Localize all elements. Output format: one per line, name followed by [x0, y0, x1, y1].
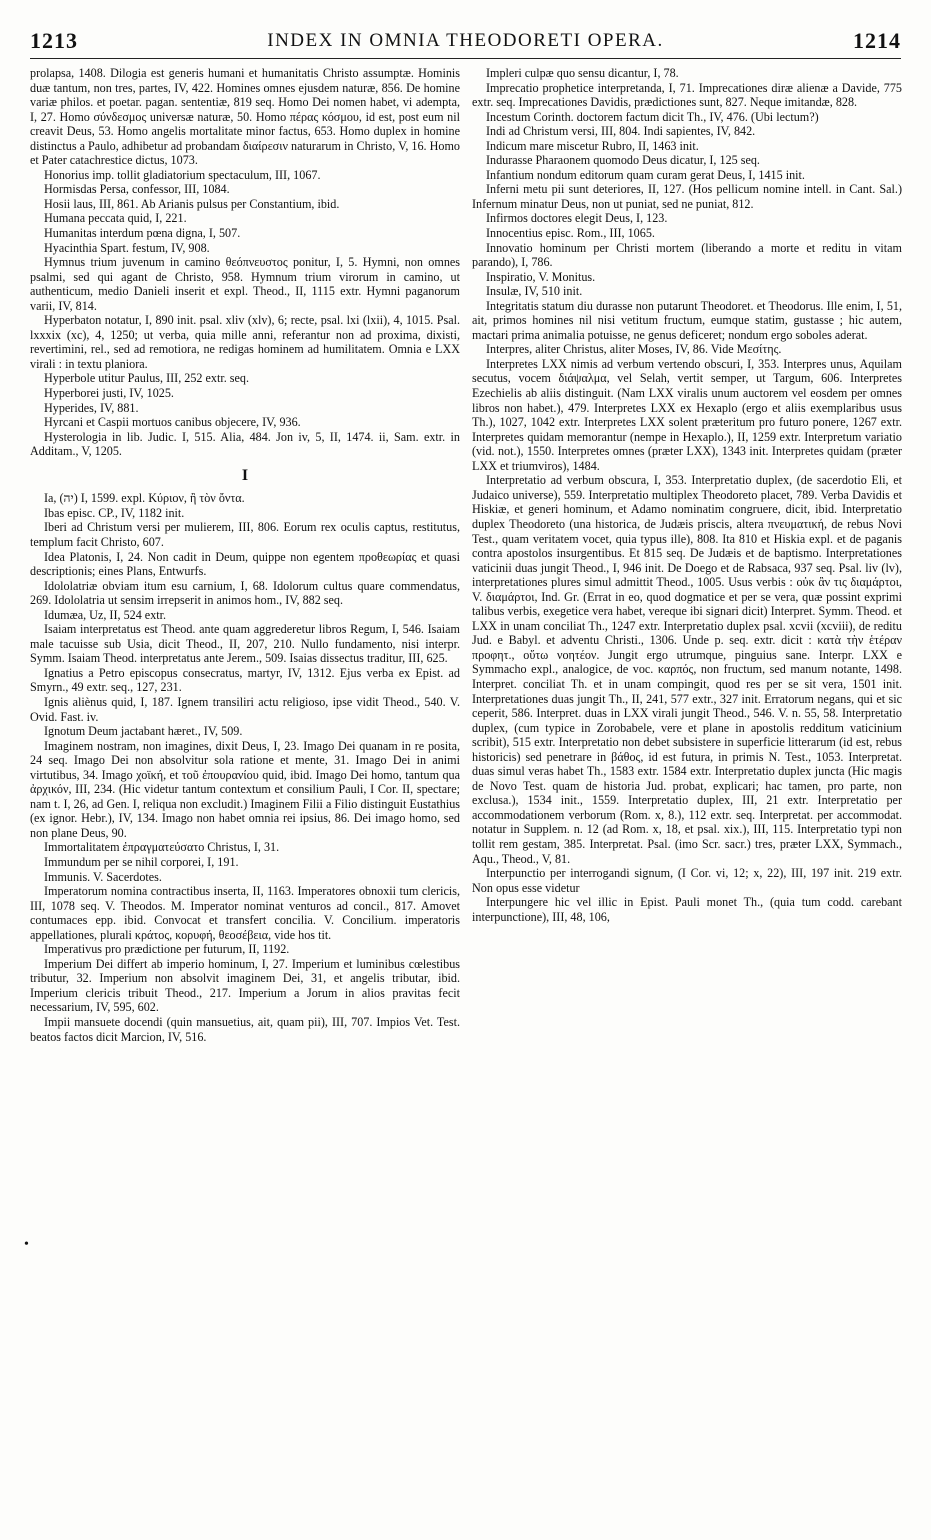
index-entry: Immortalitatem ἐπραγματεύσατο Christus, I, 31. [44, 840, 280, 855]
index-entry: Hyperborei justi, IV, 1025. [44, 386, 174, 401]
index-entry: Indurasse Pharaonem quomodo Deus dicatur, I, 125 seq. [486, 153, 760, 168]
index-entry: Infantium nondum editorum quam curam gerat Deus, I, 1415 init. [486, 167, 805, 182]
index-entry: Indi ad Christum versi, III, 804. Indi sapientes, IV, 842. [486, 124, 756, 139]
index-entry: Hymnus trium juvenum in camino θεόπνευστος ponitur, I, 5. Hymni, non omnes psalmi, sed qui agant de Christo, 958. Hymnum trium virorum in camino, ut authenticum, medio Danieli inserit et expl. Theod., II, 1115 extr. Hymni paganorum varii, IV, 814. [30, 255, 460, 313]
index-entry: Ignotum Deum jactabant hæret., IV, 509. [44, 724, 243, 739]
index-entry: Hyperbaton notatur, I, 890 init. psal. xliv (xlv), 6; recte, psal. lxi (lxii), 4, 1015. Psal. lxxxix (xc), 4, 1250; ut verba, quia mille anni, referantur non ad proxima, dixisti, revertimini, rel., sed ad remotiora, ne redigas hominem ad humilitatem. Omnia e LXX virali : in textu planiora. [30, 313, 460, 371]
index-entry: Ignatius a Petro episcopus consecratus, martyr, IV, 1312. Ejus verba ex Epist. ad Smyrn., 49 extr. seq., 127, 231. [30, 665, 460, 695]
index-entry: Indicum mare miscetur Rubro, II, 1463 init. [486, 138, 699, 153]
index-entry: Hosii laus, III, 861. Ab Arianis pulsus per Constantium, ibid. [44, 196, 340, 211]
index-entry: Honorius imp. tollit gladiatorium spectaculum, III, 1067. [44, 167, 321, 182]
index-entry: Impleri culpæ quo sensu dicantur, I, 78. [486, 66, 679, 80]
left-column [30, 66, 460, 1526]
index-entry: Integritatis statum diu durasse non putarunt Theodoret. et Theodorus. Ille enim, I, 51, ait, primos homines nil nisi vetitum fructum, eumque statim, gustasse ; hic autem, mactari prima animalia potuisse, ne genus deficeret; nondum ergo soboles aderat. [472, 298, 902, 342]
index-entry: Imprecatio prophetice interpretanda, I, 71. Imprecationes diræ alienæ a Davide, 775 extr. seq. Imprecationes Davidis, prædictiones sunt, 827. Neque imitandæ, 828. [472, 80, 902, 110]
index-entry: prolapsa, 1408. Dilogia est generis humani et humanitatis Christo assumptæ. Hominis duæ tantum, non tres, partes, IV, 422. Homines omnes ejusdem naturæ, 856. De homine variæ philos. et poetar. pagan. sententiæ, 819 seq. Homo Dei nomen habet, vi adempta, I, 27. Homo σύνδεσμος universæ naturæ, 50. Homo πέρας κόσμου, id est, post eum nil creavit Deus, 53. Homo angelis mortalitate minor factus, 653. Homo duplex in homine distinctus a Paulo, adhibetur ad probandam διαίρεσιν naturarum in Christo, V, 16. Homo et Pater catachrestice dictus, 1073. [30, 66, 460, 168]
index-entry: Immundum per se nihil corporei, I, 191. [44, 854, 239, 869]
index-entry: Iberi ad Christum versi per mulierem, III, 806. Eorum rex oculis captus, restitutus, templum facit Christo, 607. [30, 520, 460, 549]
index-entry: Infirmos doctores elegit Deus, I, 123. [486, 211, 668, 226]
index-entry: Interpres, aliter Christus, aliter Moses, IV, 86. Vide Μεσίτης. [486, 342, 782, 357]
page-number-right: 1214 [853, 28, 901, 53]
index-entry: Humanitas interdum pœna digna, I, 507. [44, 226, 241, 241]
index-entry: Imperativus pro prædictione per futurum, II, 1192. [44, 942, 290, 957]
index-entry: Idololatriæ obviam itum esu carnium, I, 68. Idolorum cultus quare commendatus, 269. Idololatria ut sensim irrepserit in animos hom., IV, 882 seq. [30, 578, 460, 608]
index-entry: Ibas episc. CP., IV, 1182 init. [44, 505, 185, 520]
right-column [472, 66, 902, 1526]
index-entry: Idumæa, Uz, II, 524 extr. [44, 607, 167, 622]
index-entry: Hyacinthia Spart. festum, IV, 908. [44, 240, 210, 255]
section-letter: I [241, 466, 249, 484]
index-entry: Inferni metu pii sunt deteriores, II, 127. (Hos pellicum nomine intell. in Cant. Sal.) Infernum minatur Deus, non ut puniat, sed ne puniat, 812. [472, 182, 902, 211]
index-entry: Humana peccata quid, I, 221. [44, 211, 187, 226]
index-entry: Hyrcani et Caspii mortuos canibus objecere, IV, 936. [44, 415, 301, 430]
page-title: INDEX IN OMNIA THEODORETI OPERA. [267, 30, 664, 51]
index-entry: Isaiam interpretatus est Theod. ante quam aggrederetur libros Regum, I, 546. Isaiam male tacuisse sub Usia, dicit Theod., II, 207, 210. Nullo fundamento, nisi interpr. Symm. Isaiam Theod. interpretatus ante Jerem., 509. Isaias dissectus traditur, III, 625. [30, 622, 460, 666]
index-entry: Interpunctio per interrogandi signum, (I Cor. vi, 12; x, 22), III, 197 init. 219 extr. Non opus esse videtur [472, 866, 902, 895]
index-entry: Interpretatio ad verbum obscura, I, 353. Interpretatio duplex, (de sacerdotio Eli, et Judaico universe), 559. Interpretatio multiplex Theodoreto placet, 789. Verba Davidis et Hiskiæ, et generi hominum, et Adamo nominatim congruere, dicit, ibid. Interpretatio duplex Theodoreto (una historica, de Judæis priscis, altera πνευματική, de rebus Novi Test., quam veritatem vocet, quia typus ille), 808. Ita 810 et Hiskia expl. et de paganis contra apostolos insurgentibus. Et 815 seq. De Judæis et de baptismo. Interpretationes vaticinii duas jungit Theod., I, 946 init. De Doego et de Rabsaca, 937 seq. Psal. liv (lv), interpretationes plures simul admittit Theod., 1005. Usus verbis : οὐκ ἂν τις διαμάρτοι, V. διαμάρτοι, Ind. Gr. (Errat in eo, quod dogmatice et per se vera, quæ possint exprimi talibus verbis, exegetice vera habet, vereque ibi signari dicit) Interpret. Symm. Theod. et LXX in unam conciliat Th., 1247 extr. Interpretatio duplex psal. xcvii (xcviii), de reditu Jud. e Babyl. et adventu Christi., 1306. Unde p. seq. extr. dicit : κατὰ τὴν ἑτέραν προφητ., οὕτω νοητέον. Jungit ergo utrumque, pinguius sane. Interpr. LXX e Symmacho expl., analogice, de voc. καρπός, non fructum, sed manum notante, 1498. Interpret. conciliat Th. et in unam compingit, quod res per se sit vera, 1501 init. Interpretationes duas jungit Th., II, 241, 577 extr., 327 init. Erratorum negans, qui et sic ceperit, 586. Interpret. duas in LXX virali jungit Theod., 546. V. n. 55, 58. Interpretatio duplex, (cum typice in Zorobabele, vere et plane in apostolis redditum vaticinium scribit), 515 extr. Interpretatio non debet subsistere in superficie litterarum (id est, rebus historicis) sed penetrare in βάθος, id est futura, in primis N. Test., 1053. Interpretat. duas simul veras habet Th., 1583 extr. 1584 extr. Interpretatio duplex juncta (Hic magis de Novo Test. quam de historia Jud. probat, explicari; hac tamen, pro parte, non exclusa.), 1534 init., 1559. Interpretatio duplex, III, 21 extr. Interpretatio per accommodationem verborum (Rom. x, 8.), 112 extr. seq. Interpretat. per accommodat. notatur in Supplem. n. 12 (ad Rom. x, 18, et psal. xix.), III, 115. Interpretatio typi non tollit rem gestam, 385. Interpretat. Psal. (imo Scr. sacr.) tres, præter LXX, Symmach., Aqu., Theod., V, 81. [472, 473, 902, 866]
index-entry: Imperium Dei differt ab imperio hominum, I, 27. Imperium et luminibus cœlestibus tributur, 32. Imperium non absolvit imaginem Dei, 31, et angelis tributar, ibid. Imperium clericis tribuit Theod., 217. Imperium a Jorum in alios pravitas fecit necessarium, IV, 595, 602. [30, 956, 460, 1015]
index-entry: Innocentius episc. Rom., III, 1065. [486, 226, 655, 241]
index-entry: Incestum Corinth. doctorem factum dicit Th., IV, 476. (Ubi lectum?) [486, 109, 819, 124]
index-entry: Ia, (יה) I, 1599. expl. Κύριον, ἢ τὸν ὄντα. [44, 491, 245, 506]
index-entry: Immunis. V. Sacerdotes. [44, 869, 162, 884]
index-entry: Idea Platonis, I, 24. Non cadit in Deum, quippe non egentem προθεωρίας et quasi descriptionis; eines Plans, Entwurfs. [30, 549, 460, 579]
index-entry: Impii mansuete docendi (quin mansuetius, ait, quam pii), III, 707. Impios Vet. Test. beatos factos dicit Marcion, IV, 516. [30, 1015, 460, 1044]
index-entry: Hormisdas Persa, confessor, III, 1084. [44, 182, 230, 197]
page-number-left: 1213 [30, 28, 78, 53]
index-entry: Imperatorum nomina contractibus inserta, II, 1163. Imperatores obnoxii tum clericis, III, 1078 seq. V. Theodos. M. Imperator nominat venturos ad concil., 817. Amovet contumaces epp. ibid. Convocat et transfert concilia. V. Concilium. imperatoris appellationes, plurali κράτος, κορυφή, θεοσέβεια, vide hos tit. [30, 884, 460, 942]
margin-bullet: • [24, 1237, 29, 1252]
index-entry: Imaginem nostram, non imagines, dixit Deus, I, 23. Imago Dei quanam in re posita, 24 seq. Imago Dei non absolvitur sola ratione et mente, 31. Imago Dei in animi virtutibus, 34. Imago χοϊκή, et τοῦ ἐπουρανίου quid, ibid. Imago Dei homo, tantum qua ἀρχικόν, III, 234. (Hic videtur tantum contextum et consilium Pauli, I Cor. II, spectare; nam t. I, 26, ad Gen. I, reliqua non excludit.) Imaginem Filii a Filio distinguit Eustathius (ex ignor. Hebr.), IV, 134. Imago non habet omnia rei ipsius, 86. Dei imago homo, sed non plane Deus, 90. [30, 738, 460, 840]
index-entry: Inspiratio, V. Monitus. [486, 269, 596, 284]
index-entry: Hyperbole utitur Paulus, III, 252 extr. seq. [44, 371, 250, 386]
index-entry: Interpretes LXX nimis ad verbum vertendo obscuri, I, 353. Interpres unus, Aquilam secutus, vocem διάψαλμα, vel Selah, vertit semper, ut Targum, 606. Interpretes Ezechielis ab aliis distinguit. (Nam LXX viralis unum auctorem vel eosdem per omnes libros non habet.), 479. Interpretes LXX ex Hexaplo (ergo et aliis exemplaribus usus Th.), 1027, 1042 extr. Interpretes LXX solent præteritum pro futuro ponere, 1267 extr. Interpretes quidam memorantur (nempe in Hexaplo.), II, 1259 extr. Interpretum variatio (vid. not.), 1550. Interpretes omnes (præter LXX), 1343 init. Interpretes quidam (præter LXX et triumviros), 1484. [472, 356, 902, 473]
index-entry: Insulæ, IV, 510 init. [486, 284, 583, 299]
running-header [30, 28, 901, 59]
index-entry: Interpungere hic vel illic in Epist. Pauli monet Th., (quia tum codd. carebant interpunctione), III, 48, 106, [472, 895, 902, 924]
index-entry: Innovatio hominum per Christi mortem (liberando a morte et reditu in vitam parando), I, 786. [472, 240, 902, 270]
index-entry: Ignis aliènus quid, I, 187. Ignem transiliri actu religioso, ipse vidit Theod., 540. V. Ovid. Fast. iv. [30, 694, 460, 724]
index-entry: Hyperides, IV, 881. [44, 400, 139, 415]
index-entry: Hysterologia in lib. Judic. I, 515. Alia, 484. Jon iv, 5, II, 1474. ii, Sam. extr. in Additam., V, 1205. [30, 429, 460, 459]
